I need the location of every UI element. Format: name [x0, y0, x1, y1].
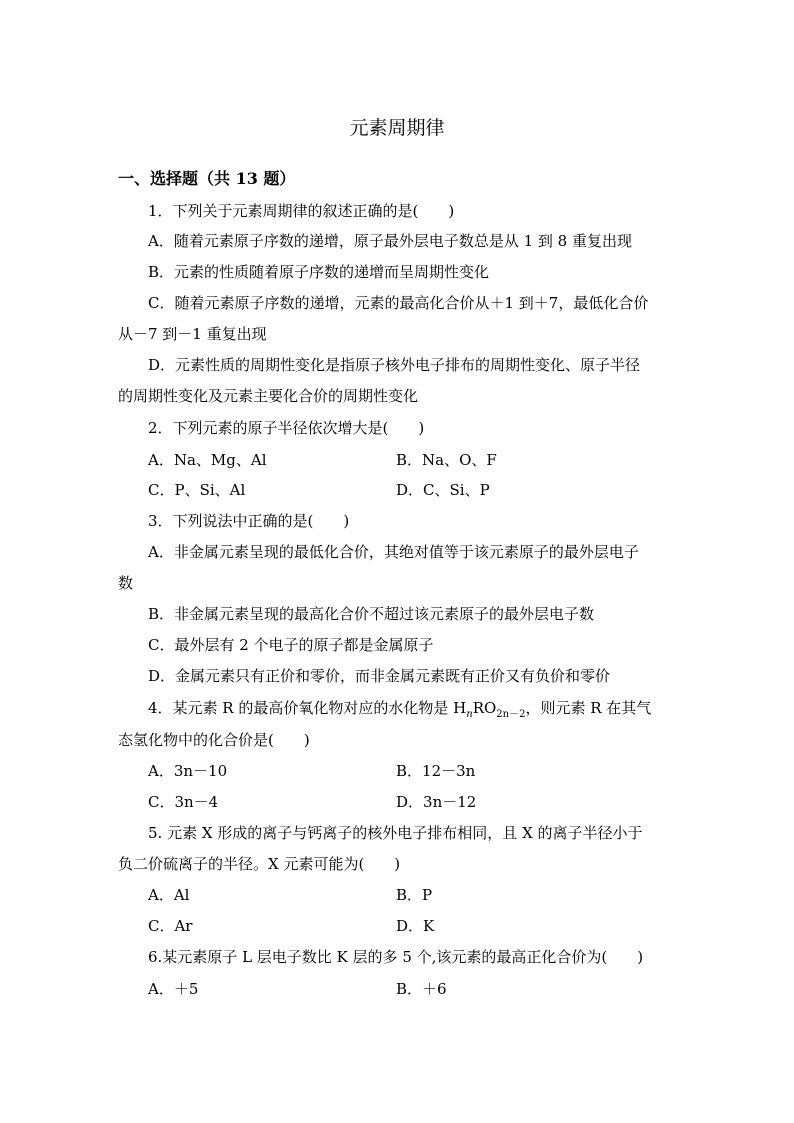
q4-stem-mid: RO — [472, 699, 497, 717]
q1-option-c-line1: C．随着元素原子序数的递增，元素的最高化合价从＋1 到＋7，最低化合价 — [148, 294, 649, 312]
q2-option-b: B．Na、O、F — [396, 451, 497, 469]
q2-option-a: A．Na、Mg、Al — [148, 451, 267, 469]
q4-option-c: C．3n－4 — [148, 793, 219, 811]
q3-option-a-line2: 数 — [118, 574, 134, 592]
q4-stem-sub1: n — [466, 709, 473, 720]
q2-stem: 2．下列元素的原子半径依次增大是( ) — [148, 419, 425, 437]
q1-option-b: B．元素的性质随着原子序数的递增而呈周期性变化 — [148, 263, 490, 281]
q3-option-c: C．最外层有 2 个电子的原子都是金属原子 — [148, 636, 434, 654]
q2-option-c: C．P、Si、Al — [148, 481, 246, 499]
q5-option-a: A．Al — [148, 886, 190, 904]
q1-stem: 1．下列关于元素周期律的叙述正确的是( ) — [148, 202, 455, 220]
q4-stem-pre: 4．某元素 R 的最高价氧化物对应的水化物是 H — [148, 699, 467, 717]
q1-option-a: A．随着元素原子序数的递增，原子最外层电子数总是从 1 到 8 重复出现 — [148, 232, 632, 250]
q5-stem-line2: 负二价硫离子的半径。X 元素可能为( ) — [118, 855, 401, 873]
q4-option-d: D．3n－12 — [396, 793, 477, 811]
q5-option-c: C．Ar — [148, 917, 193, 935]
document-title: 元素周期律 — [349, 117, 445, 139]
q1-option-d-line2: 的周期性变化及元素主要化合价的周期性变化 — [118, 387, 419, 405]
q6-option-b: B．＋6 — [396, 980, 447, 998]
q5-option-d: D．K — [396, 917, 435, 935]
q5-option-b: B．P — [396, 886, 433, 904]
q1-option-c-line2: 从－7 到－1 重复出现 — [118, 325, 267, 343]
section-heading: 一、选择题（共 13 题） — [118, 169, 296, 188]
q3-option-b: B．非金属元素呈现的最高化合价不超过该元素原子的最外层电子数 — [148, 605, 595, 623]
q4-stem-post: ，则元素 R 在其气 — [525, 699, 652, 717]
q6-stem: 6.某元素原子 L 层电子数比 K 层的多 5 个,该元素的最高正化合价为( ) — [148, 948, 644, 966]
q4-stem-line2: 态氢化物中的化合价是( ) — [118, 731, 310, 749]
q4-option-b: B．12－3n — [396, 762, 476, 780]
q4-stem-line1 — [148, 695, 651, 721]
q4-option-a: A．3n－10 — [148, 762, 228, 780]
q2-option-d: D．C、Si、P — [396, 481, 490, 499]
q1-option-d-line1: D．元素性质的周期性变化是指原子核外电子排布的周期性变化、原子半径 — [148, 356, 641, 374]
q3-option-d: D．金属元素只有正价和零价，而非金属元素既有正价又有负价和零价 — [148, 667, 611, 685]
q6-option-a: A．＋5 — [148, 980, 199, 998]
q4-stem-sub2: 2n－2 — [496, 709, 526, 720]
q3-option-a-line1: A．非金属元素呈现的最低化合价，其绝对值等于该元素原子的最外层电子 — [148, 543, 639, 561]
q5-stem-line1: 5. 元素 X 形成的离子与钙离子的核外电子排布相同，且 X 的离子半径小于 — [148, 824, 643, 842]
q3-stem: 3．下列说法中正确的是( ) — [148, 512, 350, 530]
